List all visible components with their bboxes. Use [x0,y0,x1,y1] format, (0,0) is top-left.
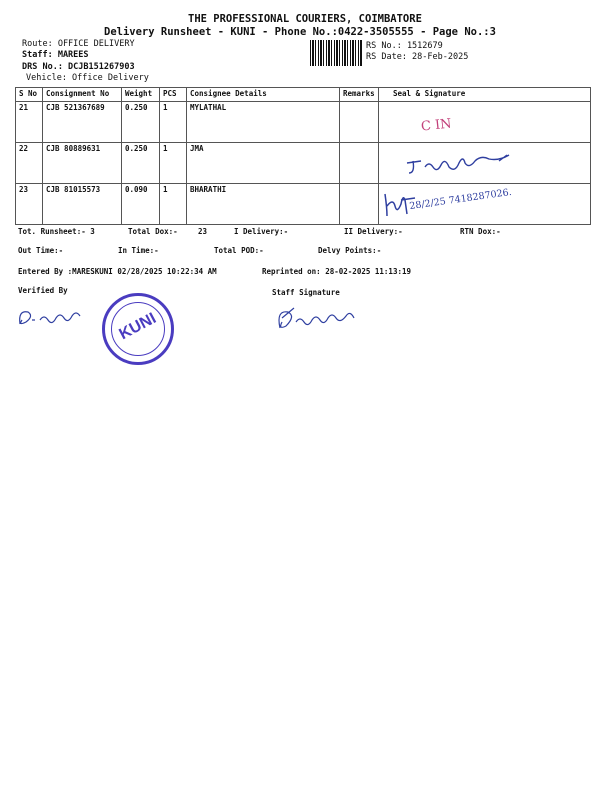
runsheet-subtitle: Delivery Runsheet - KUNI - Phone No.:0422-3505555 - Page No.:3 [104,26,496,38]
cell-consignee: MYLATHAL [187,102,340,143]
cell-consignment: CJB 521367689 [43,102,122,143]
verified-signature [14,302,94,332]
rs-number: RS No.: 1512679 [366,41,443,51]
kuni-stamp [102,293,174,365]
route-label: Route: OFFICE DELIVERY [22,39,135,49]
cell-pcs: 1 [160,184,187,225]
cell-consignment: CJB 81015573 [43,184,122,225]
signature-scribble [399,145,569,181]
handwritten-note: 28/2/25 7418287026. [408,186,513,213]
i-delivery: I Delivery:- [234,227,289,236]
out-time: Out Time:- [18,246,64,255]
col-header-consignment: Consignment No [43,88,122,102]
table-row [16,143,591,184]
cell-remarks [340,102,379,143]
drs-number: DRS No.: DCJB151267903 [22,62,135,72]
col-header-weight: Weight [122,88,160,102]
staff-label: Staff: MAREES [22,50,89,60]
table-header-row [16,88,591,102]
col-header-sno: S No [16,88,43,102]
staff-signature-label: Staff Signature [272,288,340,297]
stamp-text: KUNI [116,309,160,344]
cell-signature [379,184,591,225]
cell-consignment: CJB 80889631 [43,143,122,184]
table-row [16,184,591,225]
cell-sno: 21 [16,102,43,143]
ii-delivery: II Delivery:- [344,227,403,236]
cell-weight: 0.090 [122,184,160,225]
col-header-pcs: PCS [160,88,187,102]
barcode [310,40,362,66]
cell-sno: 22 [16,143,43,184]
col-header-remarks: Remarks [340,88,379,102]
cell-weight: 0.250 [122,102,160,143]
total-dox-label: Total Dox:- [128,227,178,236]
total-pod: Total POD:- [214,246,264,255]
verified-by-label: Verified By [18,286,68,295]
table-row [16,102,591,143]
cell-weight: 0.250 [122,143,160,184]
staff-signature [272,302,367,336]
entered-by: Entered By :MARESKUNI 02/28/2025 10:22:34 AM [18,267,217,276]
total-dox-value: 23 [198,227,208,236]
cell-pcs: 1 [160,102,187,143]
cell-consignee: BHARATHI [187,184,340,225]
cell-signature [379,102,591,143]
col-header-seal: Seal & Signature [379,88,591,102]
cell-sno: 23 [16,184,43,225]
delvy-points: Delvy Points:- [318,246,382,255]
cell-consignee: JMA [187,143,340,184]
vehicle-label: Vehicle: Office Delivery [26,73,149,83]
rtn-dox: RTN Dox:- [460,227,501,236]
reprinted-on: Reprinted on: 28-02-2025 11:13:19 [262,267,412,276]
cell-remarks [340,184,379,225]
cell-signature [379,143,591,184]
handwritten-note: C IN [420,116,453,135]
tot-runsheet: Tot. Runsheet:- 3 [18,227,95,236]
company-title: THE PROFESSIONAL COURIERS, COIMBATORE [188,13,422,25]
cell-remarks [340,143,379,184]
rs-date: RS Date: 28-Feb-2025 [366,52,469,62]
in-time: In Time:- [118,246,159,255]
runsheet-table [15,87,591,225]
col-header-consignee: Consignee Details [187,88,340,102]
cell-pcs: 1 [160,143,187,184]
